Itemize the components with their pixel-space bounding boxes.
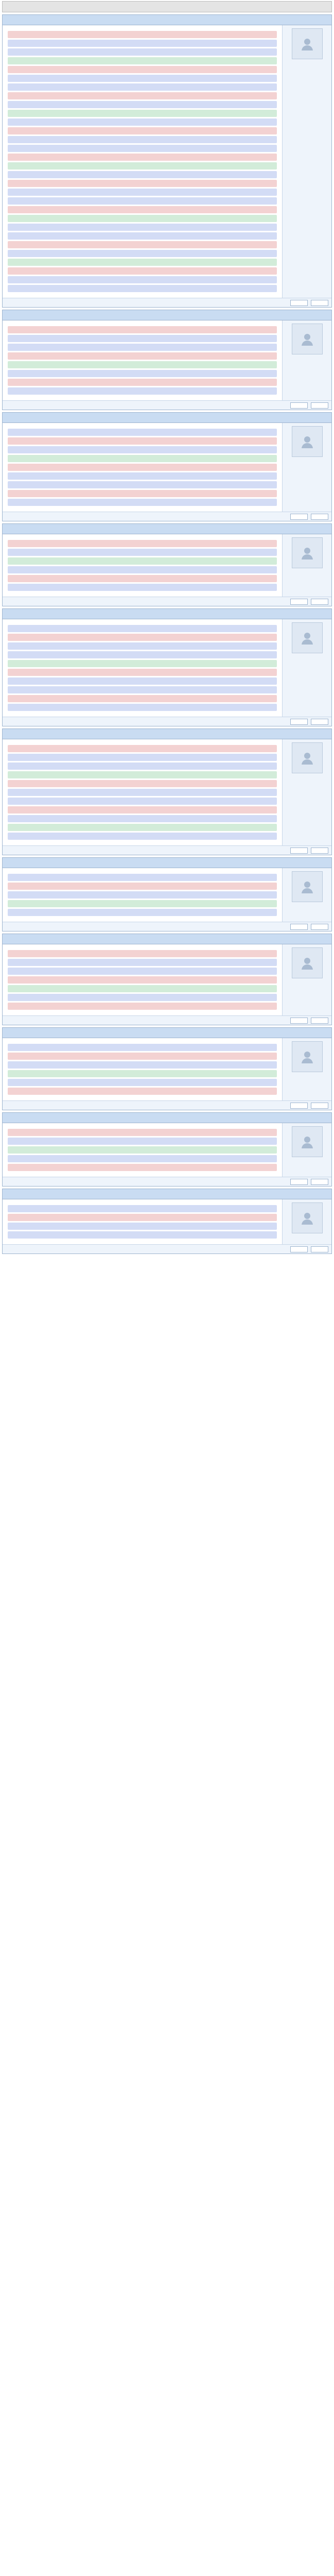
post-footer [3, 717, 331, 726]
post-content [3, 739, 282, 845]
post-text-line [8, 1155, 277, 1162]
post-body [3, 1199, 331, 1244]
post-text-line [8, 686, 277, 693]
post-text-line [8, 874, 277, 881]
user-icon [300, 36, 315, 52]
post-text-line [8, 642, 277, 650]
post-content [3, 1123, 282, 1177]
post-author-panel [282, 1123, 331, 1177]
post-header [3, 729, 331, 739]
post-text-line [8, 171, 277, 178]
forum-post [2, 1112, 332, 1187]
avatar[interactable] [292, 537, 323, 568]
post-text-line [8, 985, 277, 992]
post-text-line [8, 446, 277, 453]
post-text-line [8, 833, 277, 840]
post-body [3, 423, 331, 512]
forum-top-bar [2, 1, 332, 12]
post-text-line [8, 370, 277, 377]
post-text-line [8, 110, 277, 117]
post-text-line [8, 344, 277, 351]
reply-button[interactable] [311, 1179, 328, 1185]
post-text-line [8, 48, 277, 56]
post-text-line [8, 806, 277, 814]
avatar[interactable] [292, 871, 323, 902]
post-text-line [8, 762, 277, 770]
post-content [3, 25, 282, 298]
avatar[interactable] [292, 28, 323, 59]
post-content [3, 868, 282, 922]
forum-post [2, 523, 332, 606]
post-body [3, 739, 331, 845]
reply-button[interactable] [311, 300, 328, 306]
post-footer [3, 845, 331, 855]
post-header [3, 1189, 331, 1199]
post-header [3, 934, 331, 944]
post-text-line [8, 326, 277, 333]
reply-button[interactable] [311, 599, 328, 605]
post-text-line [8, 704, 277, 711]
post-text-line [8, 1070, 277, 1077]
post-text-line [8, 1164, 277, 1171]
quote-button[interactable] [290, 402, 308, 409]
post-text-line [8, 101, 277, 108]
reply-button[interactable] [311, 1103, 328, 1109]
post-body [3, 619, 331, 717]
user-icon [300, 630, 315, 646]
avatar[interactable] [292, 1041, 323, 1072]
post-text-line [8, 815, 277, 822]
post-text-line [8, 429, 277, 436]
post-text-line [8, 651, 277, 658]
post-text-line [8, 1214, 277, 1221]
forum-post [2, 608, 332, 726]
user-icon [300, 434, 315, 449]
post-header [3, 858, 331, 868]
post-text-line [8, 1146, 277, 1154]
user-icon [300, 955, 315, 971]
post-footer [3, 1177, 331, 1186]
quote-button[interactable] [290, 1179, 308, 1185]
post-text-line [8, 1088, 277, 1095]
avatar[interactable] [292, 324, 323, 354]
post-text-line [8, 40, 277, 47]
post-footer [3, 597, 331, 606]
post-text-line [8, 1053, 277, 1060]
post-header [3, 1028, 331, 1038]
post-text-line [8, 379, 277, 386]
post-text-line [8, 232, 277, 240]
post-text-line [8, 566, 277, 573]
post-author-panel [282, 944, 331, 1015]
post-text-line [8, 31, 277, 38]
post-text-line [8, 197, 277, 205]
post-header [3, 413, 331, 423]
post-text-line [8, 241, 277, 248]
post-text-line [8, 189, 277, 196]
post-content [3, 534, 282, 597]
post-footer [3, 1100, 331, 1110]
post-text-line [8, 1205, 277, 1212]
post-author-panel [282, 1038, 331, 1100]
post-text-line [8, 754, 277, 761]
quote-button[interactable] [290, 300, 308, 306]
reply-button[interactable] [311, 1246, 328, 1252]
post-text-line [8, 180, 277, 187]
avatar[interactable] [292, 742, 323, 773]
quote-button[interactable] [290, 719, 308, 725]
post-text-line [8, 387, 277, 395]
post-author-panel [282, 739, 331, 845]
post-text-line [8, 224, 277, 231]
post-text-line [8, 1044, 277, 1051]
post-text-line [8, 677, 277, 685]
post-text-line [8, 575, 277, 582]
post-text-line [8, 335, 277, 342]
post-content [3, 944, 282, 1015]
post-author-panel [282, 1199, 331, 1244]
post-text-line [8, 634, 277, 641]
post-text-line [8, 584, 277, 591]
post-text-line [8, 215, 277, 222]
post-text-line [8, 118, 277, 126]
post-content [3, 320, 282, 400]
forum-post [2, 1027, 332, 1110]
forum-post [2, 857, 332, 931]
avatar[interactable] [292, 426, 323, 457]
reply-button[interactable] [311, 719, 328, 725]
post-text-line [8, 660, 277, 667]
post-text-line [8, 92, 277, 99]
post-text-line [8, 625, 277, 632]
user-icon [300, 1049, 315, 1064]
user-icon [300, 545, 315, 561]
post-text-line [8, 154, 277, 161]
post-text-line [8, 206, 277, 213]
post-text-line [8, 968, 277, 975]
forum-post [2, 728, 332, 855]
post-body [3, 1038, 331, 1100]
post-text-line [8, 745, 277, 752]
post-text-line [8, 127, 277, 134]
post-header [3, 310, 331, 320]
post-text-line [8, 499, 277, 506]
user-icon [300, 1210, 315, 1226]
post-text-line [8, 540, 277, 547]
post-text-line [8, 361, 277, 368]
quote-button[interactable] [290, 1246, 308, 1252]
post-author-panel [282, 534, 331, 597]
reply-button[interactable] [311, 848, 328, 854]
post-text-line [8, 824, 277, 831]
post-text-line [8, 437, 277, 445]
user-icon [300, 750, 315, 766]
post-footer [3, 1015, 331, 1025]
user-icon [300, 1134, 315, 1149]
post-text-line [8, 1129, 277, 1136]
forum-post [2, 412, 332, 521]
quote-button[interactable] [290, 848, 308, 854]
post-author-panel [282, 25, 331, 298]
reply-button[interactable] [311, 1018, 328, 1024]
post-text-line [8, 1003, 277, 1010]
post-content [3, 423, 282, 512]
avatar[interactable] [292, 947, 323, 978]
post-text-line [8, 1061, 277, 1069]
post-text-line [8, 267, 277, 275]
post-text-line [8, 1138, 277, 1145]
post-text-line [8, 455, 277, 462]
post-text-line [8, 285, 277, 292]
forum-post [2, 934, 332, 1025]
post-text-line [8, 909, 277, 916]
post-author-panel [282, 320, 331, 400]
reply-button[interactable] [311, 402, 328, 409]
post-text-line [8, 259, 277, 266]
post-text-line [8, 481, 277, 488]
post-text-line [8, 950, 277, 957]
post-text-line [8, 798, 277, 805]
post-content [3, 619, 282, 717]
quote-button[interactable] [290, 1018, 308, 1024]
forum-post [2, 310, 332, 410]
post-text-line [8, 789, 277, 796]
post-text-line [8, 352, 277, 360]
post-text-line [8, 891, 277, 899]
post-body [3, 320, 331, 400]
post-body [3, 534, 331, 597]
forum-post [2, 1189, 332, 1254]
post-body [3, 1123, 331, 1177]
post-text-line [8, 557, 277, 565]
forum-post [2, 14, 332, 308]
post-text-line [8, 994, 277, 1001]
post-text-line [8, 771, 277, 778]
post-text-line [8, 1231, 277, 1239]
post-text-line [8, 669, 277, 676]
user-icon [300, 879, 315, 894]
post-body [3, 868, 331, 922]
post-header [3, 609, 331, 619]
post-author-panel [282, 868, 331, 922]
post-content [3, 1199, 282, 1244]
post-text-line [8, 136, 277, 143]
reply-button[interactable] [311, 514, 328, 520]
post-footer [3, 400, 331, 410]
post-text-line [8, 472, 277, 480]
post-text-line [8, 1079, 277, 1086]
post-text-line [8, 250, 277, 257]
post-text-line [8, 490, 277, 497]
quote-button[interactable] [290, 514, 308, 520]
post-text-line [8, 162, 277, 170]
post-text-line [8, 1223, 277, 1230]
post-text-line [8, 145, 277, 152]
post-text-line [8, 75, 277, 82]
post-text-line [8, 883, 277, 890]
post-text-line [8, 549, 277, 556]
post-text-line [8, 780, 277, 787]
post-text-line [8, 464, 277, 471]
avatar[interactable] [292, 622, 323, 653]
post-text-line [8, 276, 277, 283]
post-text-line [8, 900, 277, 907]
post-header [3, 1113, 331, 1123]
reply-button[interactable] [311, 924, 328, 930]
quote-button[interactable] [290, 924, 308, 930]
user-icon [300, 331, 315, 347]
post-author-panel [282, 423, 331, 512]
post-footer [3, 1244, 331, 1253]
post-text-line [8, 959, 277, 966]
post-body [3, 944, 331, 1015]
post-body [3, 25, 331, 298]
post-list [2, 14, 332, 1254]
avatar[interactable] [292, 1202, 323, 1233]
post-text-line [8, 695, 277, 702]
post-content [3, 1038, 282, 1100]
post-text-line [8, 976, 277, 984]
post-text-line [8, 66, 277, 73]
quote-button[interactable] [290, 599, 308, 605]
post-footer [3, 512, 331, 521]
avatar[interactable] [292, 1126, 323, 1157]
post-header [3, 15, 331, 25]
post-header [3, 524, 331, 534]
post-footer [3, 298, 331, 307]
post-text-line [8, 57, 277, 64]
post-text-line [8, 83, 277, 91]
quote-button[interactable] [290, 1103, 308, 1109]
post-footer [3, 922, 331, 931]
post-author-panel [282, 619, 331, 717]
